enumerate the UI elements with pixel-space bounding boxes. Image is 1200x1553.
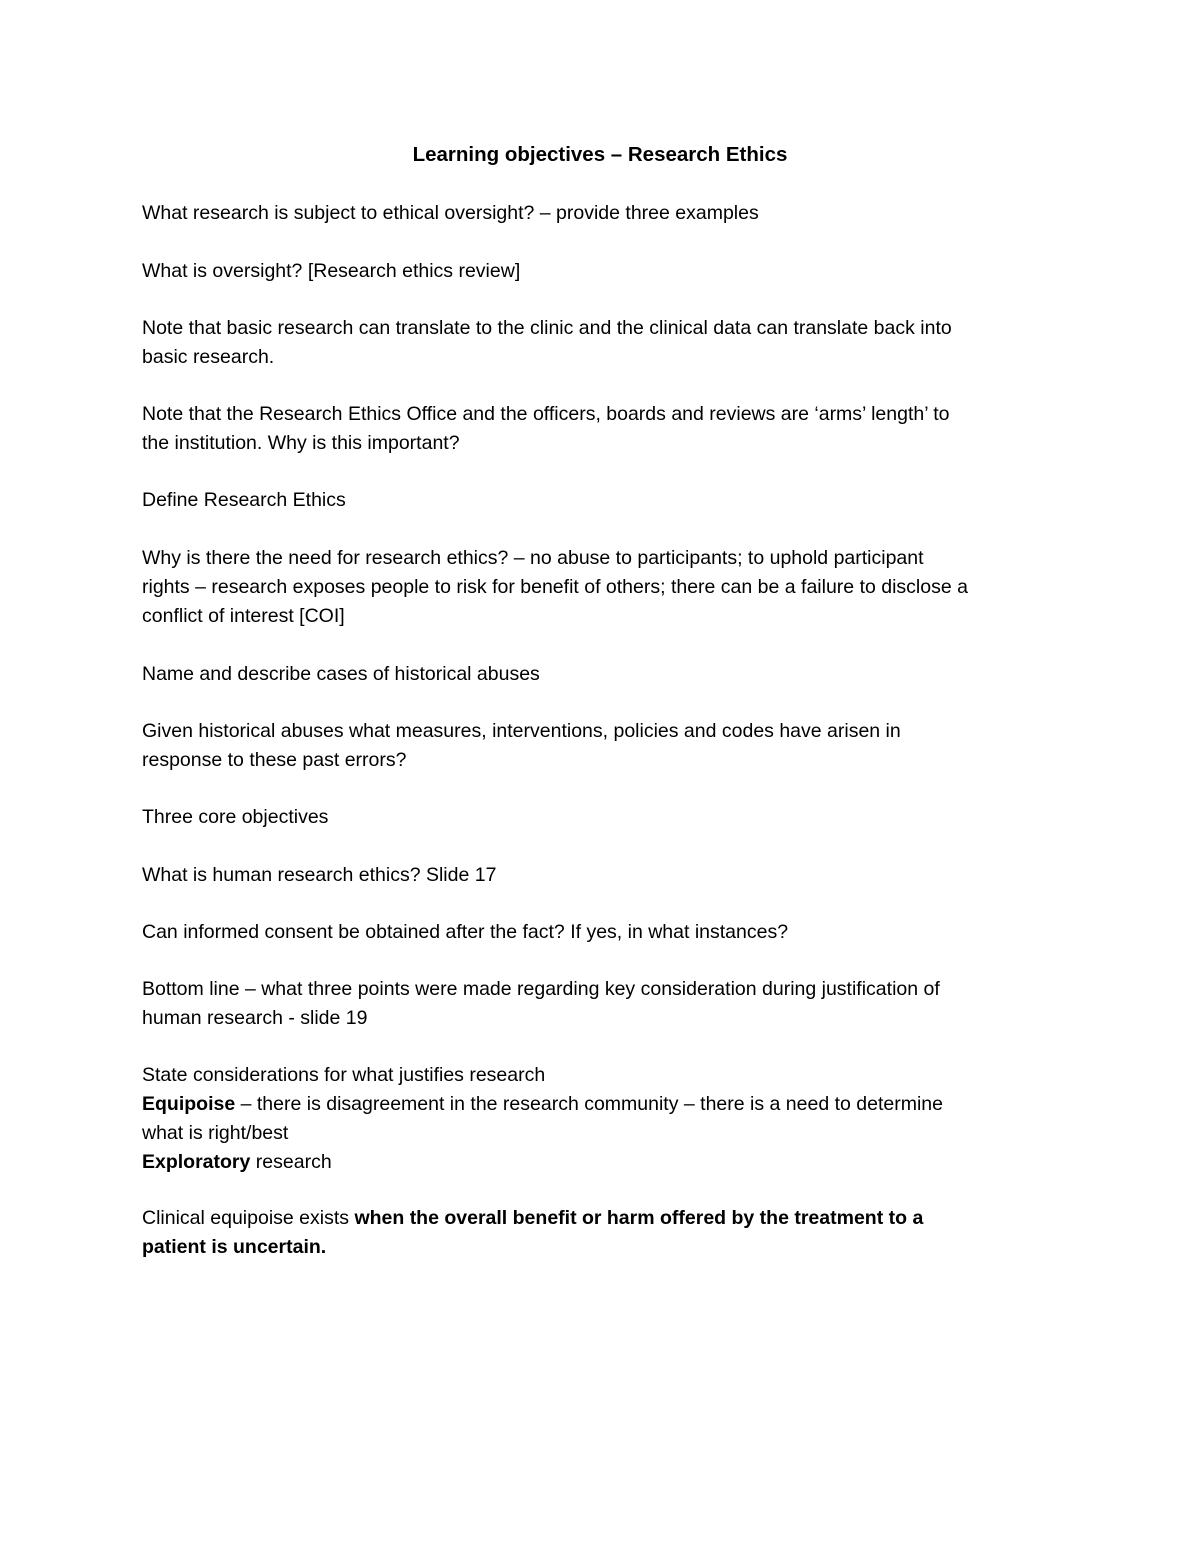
paragraph-informed-consent: Can informed consent be obtained after the fact? If yes, in what instances? <box>142 921 789 943</box>
paragraph-core-objectives: Three core objectives <box>142 806 329 828</box>
paragraph-line-equipoise <box>142 1090 1062 1119</box>
paragraph-clinical-equipoise <box>142 1204 1062 1262</box>
paragraph-line: basic research. <box>142 346 275 368</box>
paragraph-measures-in-response <box>142 717 1062 775</box>
paragraph-need-for-ethics <box>142 544 1062 631</box>
exploratory-definition: research <box>250 1151 332 1173</box>
paragraph-define-research-ethics: Define Research Ethics <box>142 489 346 511</box>
paragraph-line <box>142 1233 1062 1262</box>
paragraph-line: Bottom line – what three points were made regarding key consideration during justification of <box>142 978 940 1000</box>
paragraph-line: human research - slide 19 <box>142 1007 368 1029</box>
paragraph-line: conflict of interest [COI] <box>142 605 345 627</box>
clinical-equipoise-lead: Clinical equipoise exists <box>142 1207 355 1229</box>
paragraph-what-is-oversight: What is oversight? [Research ethics review] <box>142 260 521 282</box>
paragraph-line: rights – research exposes people to risk for benefit of others; there can be a failure to disclose a <box>142 576 968 598</box>
paragraph-justification-considerations <box>142 1061 1062 1177</box>
paragraph-historical-abuses: Name and describe cases of historical abuses <box>142 663 540 685</box>
clinical-equipoise-definition-end: patient is uncertain. <box>142 1236 327 1258</box>
paragraph-line: Note that the Research Ethics Office and the officers, boards and reviews are ‘arms’ length’ to <box>142 403 950 425</box>
paragraph-line: Note that basic research can translate to the clinic and the clinical data can translate back into <box>142 317 952 339</box>
paragraph-line-exploratory <box>142 1148 1062 1177</box>
term-equipoise: Equipoise <box>142 1093 236 1115</box>
clinical-equipoise-definition: when the overall benefit or harm offered by the treatment to a <box>354 1207 924 1229</box>
paragraph-line: Why is there the need for research ethics? – no abuse to participants; to uphold participant <box>142 547 924 569</box>
paragraph-ethics-office-note <box>142 400 1062 458</box>
paragraph-basic-research-note <box>142 314 1062 372</box>
term-exploratory: Exploratory <box>142 1151 251 1173</box>
paragraph-line: Given historical abuses what measures, interventions, policies and codes have arisen in <box>142 720 901 742</box>
paragraph-line: State considerations for what justifies research <box>142 1064 546 1086</box>
paragraph-line: what is right/best <box>142 1122 289 1144</box>
equipoise-definition: – there is disagreement in the research community – there is a need to determine <box>235 1093 943 1115</box>
paragraph-line: response to these past errors? <box>142 749 407 771</box>
paragraph-line: the institution. Why is this important? <box>142 432 460 454</box>
paragraph-oversight-question: What research is subject to ethical oversight? – provide three examples <box>142 202 759 224</box>
paragraph-bottom-line <box>142 975 1062 1033</box>
document-title: Learning objectives – Research Ethics <box>412 143 788 166</box>
paragraph-line <box>142 1204 1062 1233</box>
paragraph-human-research-ethics: What is human research ethics? Slide 17 <box>142 864 497 886</box>
